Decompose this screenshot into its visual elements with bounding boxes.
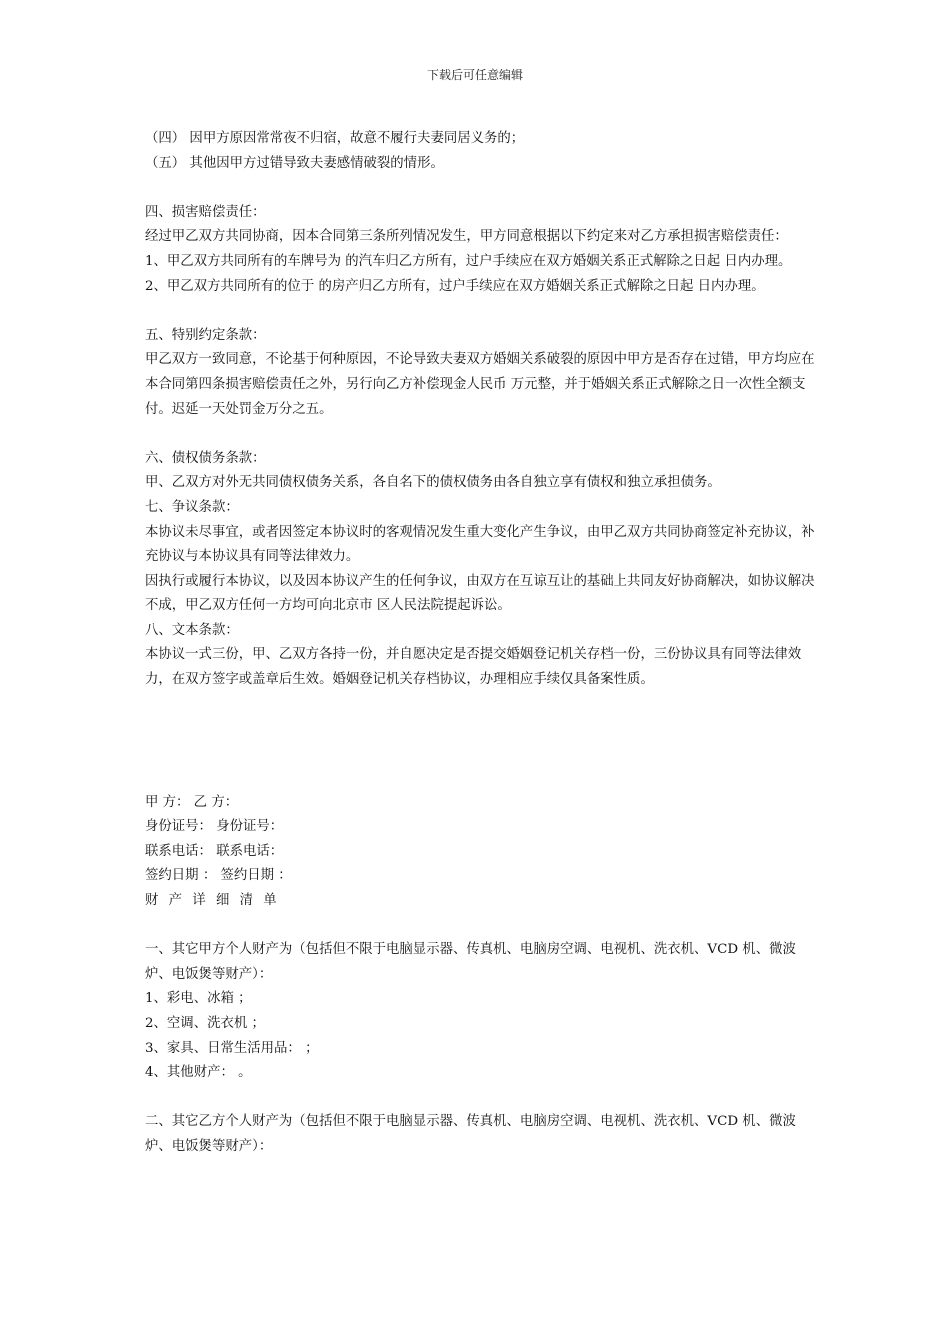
section6-text: 甲、乙双方对外无共同债权债务关系，各自名下的债权债务由各自独立享有债权和独立承担债务。 [145, 475, 721, 491]
property-partA-title: 一、其它甲方个人财产为（包括但不限于电脑显示器、传真机、电脑房空调、电视机、洗衣机、VCD 机、微波炉、电饭煲等财产）： [145, 942, 796, 982]
section4-item2: 2、甲乙双方共同所有的位于 的房产归乙方所有，过户手续应在双方婚姻关系正式解除之日起 日内办理。 [145, 278, 765, 294]
document-body [145, 127, 815, 1160]
section7-text2: 因执行或履行本协议，以及因本协议产生的任何争议，由双方在互谅互让的基础上共同友好协商解决，如协议解决不成，甲乙双方任何一方均可向北京市 区人民法院提起诉讼。 [145, 573, 815, 614]
signature-phone: 联系电话： 联系电话： [145, 843, 284, 859]
section5-title: 五、特别约定条款： [145, 327, 266, 343]
property-partA-item: 1、彩电、冰箱 ； [145, 991, 252, 1007]
property-partA-item: 4、其他财产： 。 [145, 1065, 252, 1081]
signature-date: 签约日期 ： 签约日期 ： [145, 868, 292, 884]
section4-item1: 1、甲乙双方共同所有的车牌号为 的汽车归乙方所有，过户手续应在双方婚姻关系正式解除之日起 日内办理。 [145, 253, 792, 269]
section8-title: 八、文本条款： [145, 622, 239, 638]
section7-text1: 本协议未尽事宜，或者因签定本协议时的客观情况发生重大变化产生争议，由甲乙双方共同协商签定补充协议，补充协议与本协议具有同等法律效力。 [145, 524, 815, 565]
property-partA-item: 2、空调、洗衣机 ； [145, 1016, 265, 1031]
clause-four: （四） 因甲方原因常常夜不归宿，故意不履行夫妻同居义务的； [145, 131, 525, 146]
section8-text: 本协议一式三份，甲、乙双方各持一份，并自愿决定是否提交婚姻登记机关存档一份，三份协议具有同等法律效力，在双方签字或盖章后生效。婚姻登记机关存档协议，办理相应手续仅具备案性质。 [145, 647, 802, 688]
property-partA-item: 3、家具、日常生活用品： ； [145, 1040, 319, 1056]
signature-parties: 甲 方： 乙 方： [145, 794, 239, 810]
section7-title: 七、争议条款： [145, 499, 239, 515]
property-list-title: 财 产 详 细 清 单 [145, 893, 280, 909]
section5-text: 甲乙双方一致同意，不论基于何种原因，不论导致夫妻双方婚姻关系破裂的原因中甲方是否存在过错，甲方均应在本合同第四条损害赔偿责任之外，另行向乙方补偿现金人民币 万元整，并于婚姻关系正式解除之日一次性全额支付。迟延一天处罚金万分之五。 [145, 352, 815, 417]
section6-title: 六、债权债务条款： [145, 450, 266, 466]
signature-id: 身份证号： 身份证号： [145, 819, 284, 835]
section4-intro: 经过甲乙双方共同协商，因本合同第三条所列情况发生，甲方同意根据以下约定来对乙方承担损害赔偿责任： [145, 229, 788, 245]
page-header: 下载后可任意编辑 [426, 68, 523, 82]
property-partB-title: 二、其它乙方个人财产为（包括但不限于电脑显示器、传真机、电脑房空调、电视机、洗衣机、VCD 机、微波炉、电饭煲等财产）： [145, 1114, 796, 1154]
clause-five: （五） 其他因甲方过错导致夫妻感情破裂的情形。 [145, 155, 444, 171]
section4-title: 四、损害赔偿责任： [145, 204, 266, 220]
